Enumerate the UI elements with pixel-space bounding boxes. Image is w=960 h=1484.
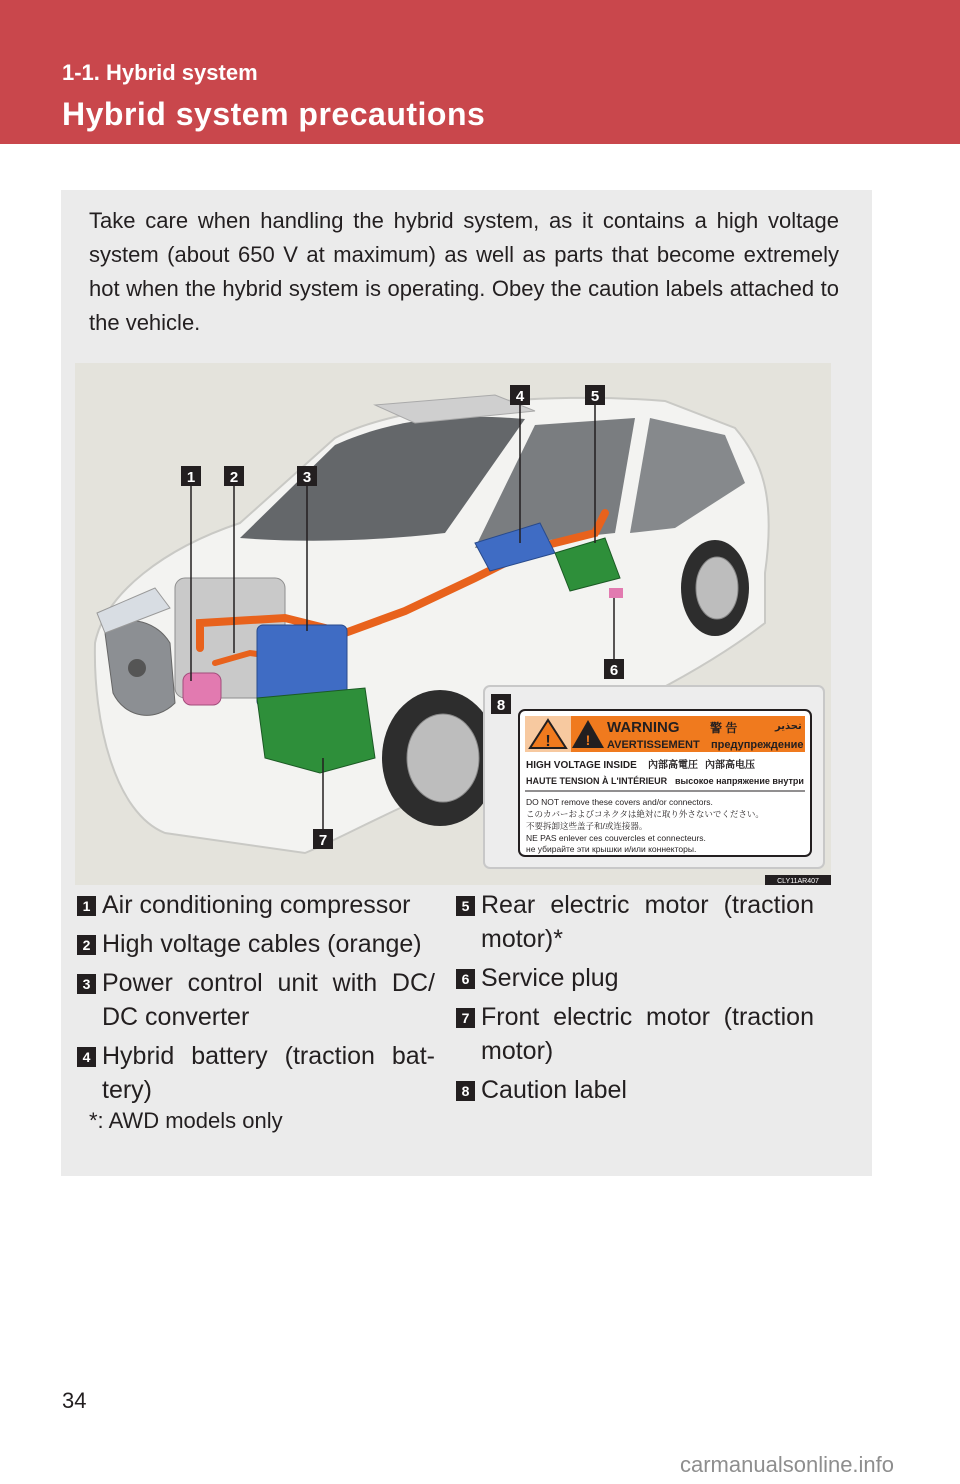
callout-1 xyxy=(181,466,201,486)
callout-5-label: 5 xyxy=(590,388,600,405)
emblem xyxy=(128,659,146,677)
figure-code: CLY11AR407 xyxy=(777,878,819,885)
legend-label: Rear electric motor (traction motor)* xyxy=(481,891,814,953)
legend-label: Hybrid battery (traction bat- tery) xyxy=(102,1042,435,1104)
callout-7 xyxy=(313,829,333,849)
legend-label: Service plug xyxy=(481,964,619,992)
label-do-not-remove: DO NOT remove these covers and/or connectors. xyxy=(526,797,713,807)
label-cn-high-voltage: 內部高电压 xyxy=(705,760,755,771)
label-jp-high-voltage: 內部高電圧 xyxy=(648,760,698,771)
svg-text:!: ! xyxy=(585,732,591,748)
legend-item xyxy=(454,1073,814,1107)
callout-7-label: 7 xyxy=(318,832,328,849)
legend-label: Front electric motor (traction motor) xyxy=(481,1003,814,1065)
legend-item xyxy=(454,1000,814,1068)
page-number: 34 xyxy=(62,1388,87,1413)
chapter-header xyxy=(0,0,960,144)
label-high-voltage-inside: HIGH VOLTAGE INSIDE xyxy=(526,760,637,771)
legend-number: 5 xyxy=(456,896,475,916)
rear-wheel-rim xyxy=(696,557,738,619)
legend-number: 8 xyxy=(456,1081,475,1101)
legend-label: Air conditioning compressor xyxy=(102,891,411,919)
watermark: carmanualsonline.info xyxy=(680,1452,895,1477)
callout-4 xyxy=(510,385,530,405)
callout-2-label: 2 xyxy=(229,469,239,486)
caution-label-inset xyxy=(484,686,824,868)
label-jp-do-not-remove: このカバーおよびコネクタは絶対に取り外さないでください。 xyxy=(526,809,764,819)
ac-compressor xyxy=(183,673,221,705)
callout-3-label: 3 xyxy=(302,469,312,486)
hybrid-system-illustration xyxy=(75,363,831,885)
section-number: 1-1. Hybrid system xyxy=(62,60,258,85)
label-ar-warning: تحذير xyxy=(775,721,802,732)
legend-number: 6 xyxy=(456,969,475,989)
content-panel xyxy=(61,190,872,1176)
legend-number: 7 xyxy=(456,1008,475,1028)
legend-item xyxy=(75,927,435,961)
callout-8-label: 8 xyxy=(496,697,506,714)
legend-number: 3 xyxy=(77,974,96,994)
legend-column-left xyxy=(75,888,435,1112)
legend-item xyxy=(75,888,435,922)
callout-6-label: 6 xyxy=(609,662,619,679)
front-wheel-rim xyxy=(407,714,479,802)
legend-number: 2 xyxy=(77,935,96,955)
intro-paragraph: Take care when handling the hybrid system, as it contains a high voltage system (about 650 V at maximum) as well as parts that become extremely hot when the hybrid system is operating. Obey the caution labels attached to the vehicle. xyxy=(89,208,839,335)
front-electric-motor xyxy=(257,688,375,773)
legend-label: Caution label xyxy=(481,1076,627,1104)
legend-item xyxy=(75,1039,435,1107)
callout-2 xyxy=(224,466,244,486)
legend-column-right xyxy=(454,888,814,1112)
label-cn-do-not-remove: 不要拆卸这些盖子和/或连接器。 xyxy=(526,821,648,831)
callout-3 xyxy=(297,466,317,486)
callout-6 xyxy=(604,659,624,679)
label-jp-warning: 警 告 xyxy=(710,721,738,735)
label-warning: WARNING xyxy=(607,719,680,736)
legend-label: Power control unit with DC/ DC converter xyxy=(102,969,435,1031)
label-ru-do-not-remove: не убирайте эти крышки и/или коннекторы. xyxy=(526,844,697,854)
legend-number: 1 xyxy=(77,896,96,916)
label-haute-tension: HAUTE TENSION À L'INTÉRIEUR xyxy=(526,776,668,786)
legend-item xyxy=(454,888,814,956)
vehicle-diagram xyxy=(75,363,831,885)
label-ru-high-voltage: высокое напряжение внутри xyxy=(675,776,804,786)
callout-4-label: 4 xyxy=(515,388,525,405)
label-ru-warning: предупреждение xyxy=(711,739,804,751)
legend-item xyxy=(75,966,435,1034)
label-ne-pas-enlever: NE PAS enlever ces couvercles et connecteurs. xyxy=(526,833,706,843)
callout-1-label: 1 xyxy=(186,469,196,486)
legend-label: High voltage cables (orange) xyxy=(102,930,422,958)
page-title: Hybrid system precautions xyxy=(62,96,486,132)
legend-item xyxy=(454,961,814,995)
service-plug xyxy=(609,588,623,598)
legend-number: 4 xyxy=(77,1047,96,1067)
svg-text:!: ! xyxy=(545,733,551,750)
footnote: *: AWD models only xyxy=(89,1108,283,1133)
label-avertissement: AVERTISSEMENT xyxy=(607,739,700,751)
callout-5 xyxy=(585,385,605,405)
